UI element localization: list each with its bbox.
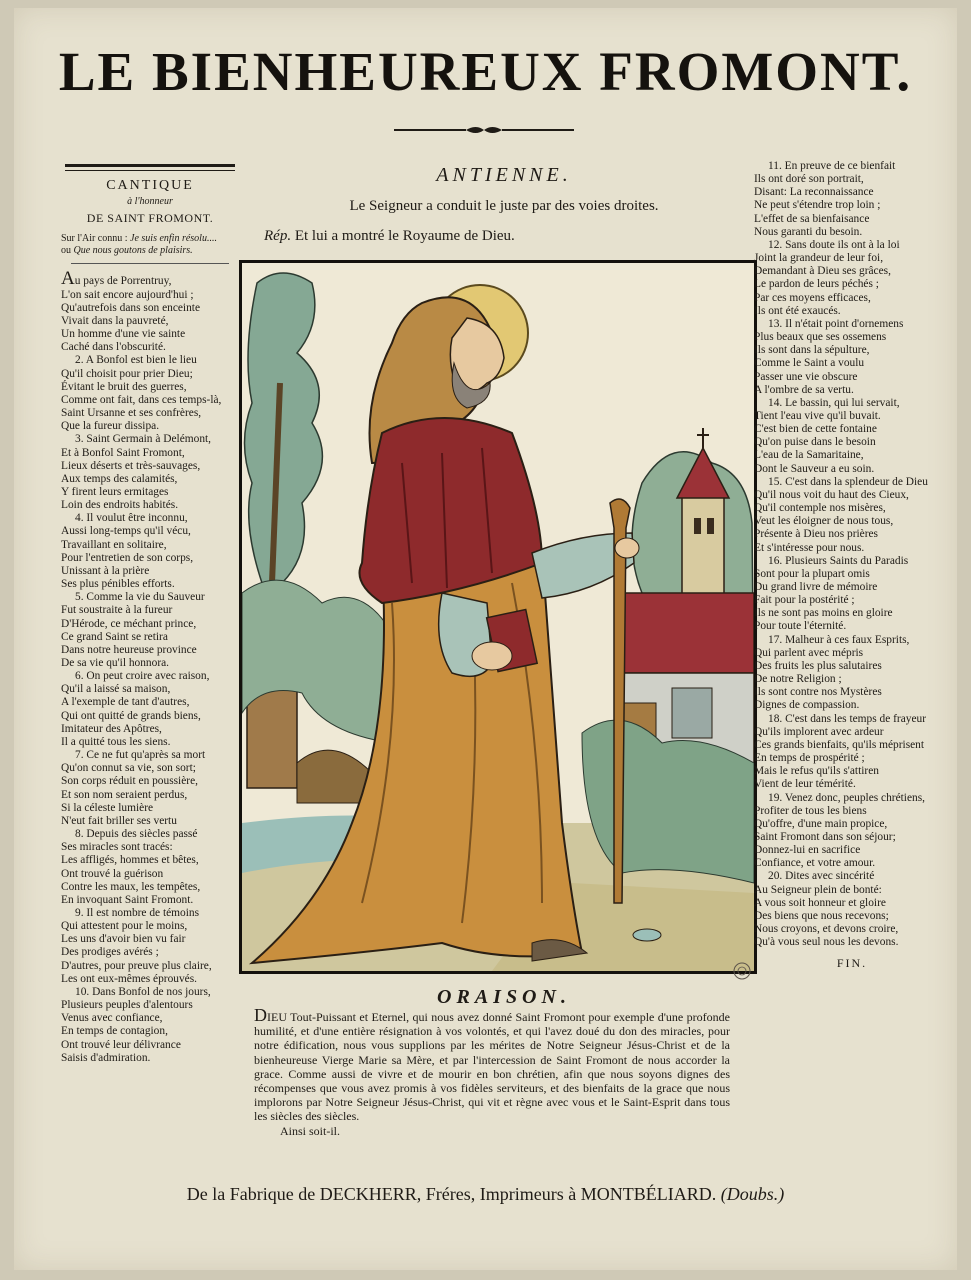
verse-line-text: A vous soit honneur et gloire: [754, 896, 886, 909]
oraison-title: ORAISON.: [437, 986, 571, 1008]
verse-line: [61, 841, 239, 854]
verse-line-text: Ont trouvé la guérison: [61, 867, 164, 880]
verse-line: [61, 289, 239, 302]
cantique-saint-name: DE SAINT FROMONT.: [86, 211, 214, 226]
verse-line-text: Saint Ursanne et ses confrères,: [61, 407, 202, 420]
verse-line: [61, 802, 239, 815]
verse-line: [61, 539, 239, 552]
verse-line: [754, 870, 950, 883]
printer-name: De la Fabrique de DECKHERR, Fréres, Imprimeurs à MONTBÉLIARD.: [186, 1184, 721, 1204]
verse-line: [754, 884, 950, 897]
verse-line: [61, 486, 239, 499]
verse-line-text: De sa vie qu'il honnora.: [61, 657, 170, 669]
verse-line: [754, 476, 950, 489]
verse-line-text: Qui ont quitté de grands biens,: [61, 709, 201, 722]
verse-drop-cap: A: [61, 268, 75, 290]
fin-mark: FIN.: [836, 956, 868, 971]
verse-line: [754, 752, 950, 765]
verse-line-text: Qu'il nous voit du haut des Cieux,: [754, 488, 909, 501]
verse-line-text: Que la fureur dissipa.: [61, 420, 160, 433]
cantique-verses-left: [61, 268, 239, 1064]
verse-line-text: 6. On peut croire avec raison,: [75, 670, 210, 683]
cantique-subheading: à l'honneur: [127, 196, 173, 208]
verse-line-text: Et s'intéresse pour nous.: [754, 541, 865, 554]
verse-line: [61, 881, 239, 894]
verse-line-text: A l'exemple de tant d'autres,: [61, 696, 190, 709]
verse-line-text: Nous garanti du besoin.: [754, 225, 863, 238]
verse-line-text: Fait pour la postérité ;: [754, 594, 855, 607]
verse-line: [61, 683, 239, 696]
verse-line: [754, 423, 950, 436]
verse-line-text: Ils sont contre nos Mystères: [754, 686, 882, 699]
verse-line-text: Travaillant en solitaire,: [61, 538, 167, 551]
verse-line-text: Les affligés, hommes et bêtes,: [61, 854, 199, 867]
verse-line-text: Y firent leurs ermitages: [61, 485, 169, 498]
verse-line-text: Son corps réduit en poussière,: [61, 775, 198, 788]
verse-line: [754, 252, 950, 265]
verse-line-text: Vivait dans la pauvreté,: [61, 314, 169, 327]
verse-line: [61, 670, 239, 683]
verse-line: [61, 552, 239, 565]
verse-line-text: Ne peut s'étendre trop loin ;: [754, 199, 881, 212]
verse-line: [754, 502, 950, 515]
verse-line: [754, 239, 950, 252]
verse-line-text: Dont le Sauveur a eu soin.: [754, 462, 875, 475]
verse-line-text: Pour l'entretien de son corps,: [61, 551, 194, 564]
verse-line: [61, 710, 239, 723]
verse-line: [754, 555, 950, 568]
air-title-2: Que nous goutons de plaisirs.: [73, 245, 193, 257]
verse-line: [61, 815, 239, 828]
verse-line-text: Imitateur des Apôtres,: [61, 722, 162, 735]
verse-line: [61, 512, 239, 525]
verse-line: [61, 1052, 239, 1065]
verse-line-text: Pour toute l'éternité.: [754, 620, 847, 633]
verse-line: [61, 447, 239, 460]
verse-line: [754, 686, 950, 699]
verse-line-text: Qui attestent pour le moins,: [61, 920, 188, 933]
verse-line-text: A l'ombre de sa vertu.: [754, 383, 854, 396]
verse-line: [61, 723, 239, 736]
verse-line-text: Qu'offre, d'une main propice,: [754, 817, 888, 830]
verse-line-text: Qu'il a laissé sa maison,: [61, 683, 171, 696]
verse-line-text: u pays de Porrentruy,: [74, 275, 172, 288]
verse-line-text: Des prodiges avérés ;: [61, 946, 159, 959]
verse-line-text: Ont trouvé leur délivrance: [61, 1038, 181, 1051]
verse-line-text: 13. Il n'était point d'ornemens: [768, 317, 904, 330]
verse-line-text: Qu'ils implorent avec ardeur: [754, 725, 884, 738]
verse-line-text: 20. Dites avec sincérité: [768, 870, 875, 883]
verse-line: [61, 868, 239, 881]
verse-line: [61, 618, 239, 631]
verse-line-text: Par ces moyens efficaces,: [754, 291, 871, 304]
verse-line-text: Aux temps des calamités,: [61, 472, 178, 485]
verse-line-text: Tient l'eau vive qu'il buvait.: [754, 409, 881, 422]
verse-line-text: Ils sont dans la sépulture,: [754, 344, 870, 357]
verse-line-text: 10. Dans Bonfol de nos jours,: [75, 985, 211, 998]
verse-line-text: Unissant à la prière: [61, 564, 150, 577]
antienne-response: [264, 228, 744, 245]
verse-line-text: En invoquant Saint Fromont.: [61, 893, 194, 906]
verse-line: [61, 381, 239, 394]
verse-line: [754, 384, 950, 397]
verse-line: [754, 660, 950, 673]
air-title-1: Je suis enfin résolu....: [130, 233, 217, 245]
air-indication: [61, 233, 239, 257]
verse-line-text: Le pardon de leurs péchés ;: [754, 278, 879, 291]
verse-line-text: Saint Fromont dans son séjour;: [754, 830, 896, 843]
verse-line: [61, 578, 239, 591]
verse-line: [61, 907, 239, 920]
verse-line-text: Demandant à Dieu ses grâces,: [754, 265, 891, 278]
verse-line-text: Contre les maux, les tempêtes,: [61, 880, 201, 893]
verse-line: [61, 657, 239, 670]
verse-line-text: Dignes de compassion.: [754, 699, 860, 712]
verse-line-text: Qu'il choisit pour prier Dieu;: [61, 367, 193, 380]
verse-line-text: 5. Comme la vie du Sauveur: [75, 591, 205, 604]
verse-line-text: Il a quitté tous les siens.: [61, 735, 171, 748]
verse-line-text: Veut les éloigner de nous tous,: [754, 515, 894, 528]
verse-line: [754, 160, 950, 173]
verse-line-text: Confiance, et votre amour.: [754, 857, 876, 870]
verse-line: [754, 739, 950, 752]
verse-line-text: Ils ont été exaucés.: [754, 304, 841, 317]
verse-line: [754, 213, 950, 226]
air-label: Sur l'Air connu :: [61, 233, 131, 245]
verse-line-text: Disant: La reconnaissance: [754, 186, 874, 199]
verse-line-text: 17. Malheur à ces faux Esprits,: [768, 633, 910, 646]
verse-line: [754, 318, 950, 331]
verse-line: [754, 936, 950, 949]
air-divider: [71, 263, 229, 264]
column-rule-thin: [65, 170, 235, 171]
verse-line-text: Et à Bonfol Saint Fromont,: [61, 446, 185, 459]
verse-line: [61, 604, 239, 617]
verse-line: [754, 371, 950, 384]
verse-line-text: 7. Ce ne fut qu'après sa mort: [75, 749, 206, 762]
verse-line: [61, 433, 239, 446]
cantique-right-column: [754, 160, 950, 971]
verse-line-text: 2. A Bonfol est bien le lieu: [75, 354, 197, 367]
verse-line-text: Ils ne sont pas moins en gloire: [754, 607, 893, 620]
verse-line: [61, 762, 239, 775]
verse-line: [61, 894, 239, 907]
verse-line: [754, 542, 950, 555]
verse-line-text: 18. C'est dans les temps de frayeur: [768, 712, 927, 725]
verse-line-text: Qui parlent avec mépris: [754, 646, 864, 659]
verse-line-text: Caché dans l'obscurité.: [61, 341, 166, 354]
verse-line-text: Qu'on connut sa vie, son sort;: [61, 762, 196, 775]
verse-line-text: 9. Il est nombre de témoins: [75, 906, 200, 919]
response-text: Et lui a montré le Royaume de Dieu.: [291, 228, 515, 244]
verse-line: [754, 844, 950, 857]
verse-line-text: Loin des endroits habités.: [61, 499, 179, 512]
cantique-left-column: [61, 164, 239, 1065]
verse-line: [754, 699, 950, 712]
verse-line-text: Les ont eux-mêmes éprouvés.: [61, 972, 198, 985]
verse-line: [61, 407, 239, 420]
verse-line: [754, 778, 950, 791]
verse-line: [61, 420, 239, 433]
verse-line-text: Qu'autrefois dans son enceinte: [61, 301, 201, 314]
verse-line-text: Vient de leur témérité.: [754, 778, 856, 791]
verse-line-text: Saisis d'admiration.: [61, 1051, 151, 1064]
verse-line: [61, 1025, 239, 1038]
verse-line: [754, 713, 950, 726]
verse-line: [61, 460, 239, 473]
column-rule: [65, 164, 235, 167]
verse-line: [754, 831, 950, 844]
verse-line: [754, 647, 950, 660]
verse-line: [754, 449, 950, 462]
verse-line: [61, 973, 239, 986]
verse-line: [61, 341, 239, 354]
verse-line: [61, 749, 239, 762]
verse-line: [754, 357, 950, 370]
verse-line-text: L'eau de la Samaritaine,: [754, 449, 864, 462]
verse-line: [754, 897, 950, 910]
verse-line: [61, 775, 239, 788]
verse-line-text: 16. Plusieurs Saints du Paradis: [768, 554, 909, 567]
verse-line: [61, 828, 239, 841]
verse-line: [754, 305, 950, 318]
verse-line: [754, 607, 950, 620]
verse-line: [61, 525, 239, 538]
antienne-verse: Le Seigneur a conduit le juste par des voies droites.: [349, 198, 659, 214]
verse-line-text: Comme le Saint a voulu: [754, 357, 865, 370]
verse-line: [754, 489, 950, 502]
cantique-heading: CANTIQUE: [106, 178, 194, 193]
verse-line: [754, 726, 950, 739]
verse-line: [61, 644, 239, 657]
verse-line: [754, 805, 950, 818]
verse-line: [61, 854, 239, 867]
verse-line-text: Un homme d'une vie sainte: [61, 328, 186, 341]
verse-line-text: 8. Depuis des siècles passé: [75, 828, 198, 841]
verse-line: [754, 792, 950, 805]
verse-line-text: De notre Religion ;: [754, 673, 842, 686]
verse-line: [61, 268, 239, 290]
verse-line: [61, 789, 239, 802]
page-title: LE BIENHEUREUX FROMONT.: [58, 41, 913, 102]
verse-line-text: Mais le refus qu'ils s'attiren: [754, 765, 879, 778]
verse-line-text: Des biens que nous recevons;: [754, 909, 889, 922]
verse-line: [61, 394, 239, 407]
verse-line-text: Évitant le bruit des guerres,: [61, 380, 187, 393]
verse-line: [61, 736, 239, 749]
verse-line: [754, 397, 950, 410]
oraison-drop-cap: D: [254, 1005, 267, 1025]
verse-line: [61, 565, 239, 578]
saint-fromont-woodcut: [239, 260, 757, 974]
verse-line-text: 11. En preuve de ce bienfait: [768, 160, 896, 172]
oraison-amen: Ainsi soit-il.: [280, 1123, 341, 1138]
verse-line: [61, 1012, 239, 1025]
verse-line-text: Ce grand Saint se retira: [61, 630, 168, 643]
verse-line-text: 4. Il voulut être inconnu,: [75, 512, 188, 525]
verse-line: [61, 999, 239, 1012]
verse-line: [754, 515, 950, 528]
verse-line: [754, 568, 950, 581]
verse-line-text: En temps de prospérité ;: [754, 752, 865, 765]
verse-line-text: 19. Venez donc, peuples chrétiens,: [768, 791, 925, 804]
verse-line-text: Donnez-lui en sacrifice: [754, 844, 861, 857]
verse-line-text: Qu'à vous seul nous les devons.: [754, 936, 899, 949]
verse-line-text: Venus avec confiance,: [61, 1012, 163, 1025]
verse-line: [754, 226, 950, 239]
verse-line-text: Au Seigneur plein de bonté:: [754, 883, 882, 896]
verse-line: [754, 923, 950, 936]
verse-line-text: Ces grands bienfaits, qu'ils méprisent: [754, 738, 925, 751]
broadside-sheet: [14, 8, 957, 1270]
verse-line: [754, 528, 950, 541]
verse-line-text: Les uns d'avoir bien vu fair: [61, 933, 186, 946]
verse-line: [61, 946, 239, 959]
verse-line-text: Plusieurs peuples d'alentours: [61, 999, 193, 1012]
verse-line-text: Si la céleste lumière: [61, 801, 154, 814]
verse-line: [754, 857, 950, 870]
verse-line: [61, 696, 239, 709]
verse-line: [61, 960, 239, 973]
response-label: Rép.: [264, 228, 292, 244]
verse-line-text: Lieux déserts et très-sauvages,: [61, 459, 201, 472]
verse-line-text: L'on sait encore aujourd'hui ;: [61, 288, 194, 301]
verse-line: [754, 278, 950, 291]
verse-line: [754, 265, 950, 278]
verse-line-text: 3. Saint Germain à Delémont,: [75, 433, 212, 446]
antienne-title: ANTIENNE.: [436, 164, 572, 186]
verse-line-text: En temps de contagion,: [61, 1025, 168, 1038]
verse-line: [61, 315, 239, 328]
verse-line: [754, 765, 950, 778]
verse-line-text: Qu'il contemple nos misères,: [754, 502, 886, 515]
verse-line-text: Nous croyons, et devons croire,: [754, 923, 899, 936]
verse-line-text: L'effet de sa bienfaisance: [754, 212, 870, 225]
collection-stamp: [733, 962, 751, 980]
verse-line: [754, 173, 950, 186]
verse-line: [61, 473, 239, 486]
verse-line-text: Plus beaux que ses ossemens: [754, 331, 887, 344]
verse-line: [754, 410, 950, 423]
verse-line-text: Et son nom seraient perdus,: [61, 788, 188, 801]
verse-line: [754, 292, 950, 305]
oraison-text: IEU Tout-Puissant et Eternel, qui nous avez donné Saint Fromont pour exemple d'une profonde humilité, et d'une entière résignation à vos volontés, et qui l'avez doué du don des miracles, pour notre édification, nous vous supplions par les mérites de Notre Seigneur Jésus-Christ et de la bienheureuse Vierge Marie sa Mère, et par l'intercession de Saint Fromont de nous accorder la grace. Comme aussi de vivre et de mourir en bon chrétien, afin que nous soyons dignes des récompenses que vous avez promis à vos fidèles serviteurs, et des bienfaits de la grace que nous implorons par Notre Seigneur Jésus-Christ, qui vit et règne avec vous et le Saint-Esprit dans tous les siècles des siècles.: [254, 1010, 730, 1124]
verse-line: [61, 368, 239, 381]
printer-imprint: [14, 1184, 957, 1205]
verse-line: [754, 818, 950, 831]
verse-line: [61, 986, 239, 999]
verse-line: [61, 933, 239, 946]
verse-line: [754, 344, 950, 357]
verse-line-text: Qu'on puise dans le besoin: [754, 436, 876, 449]
verse-line: [754, 910, 950, 923]
verse-line-text: Profiter de tous les biens: [754, 804, 867, 817]
verse-line: [754, 331, 950, 344]
verse-line-text: Fut soustraite à la fureur: [61, 604, 173, 617]
oraison-prayer: [254, 1005, 730, 1138]
verse-line: [61, 354, 239, 367]
ornamental-rule: [394, 124, 574, 136]
verse-line-text: Sont pour la plupart omis: [754, 567, 870, 580]
verse-line-text: 12. Sans doute ils ont à la loi: [768, 238, 900, 251]
verse-line-text: Ses miracles sont tracés:: [61, 841, 173, 854]
verse-line-text: Dans notre heureuse province: [61, 643, 197, 656]
verse-line: [754, 436, 950, 449]
verse-line: [754, 620, 950, 633]
verse-line-text: Aussi long-temps qu'il vécu,: [61, 525, 191, 538]
verse-line-text: Passer une vie obscure: [754, 370, 858, 383]
verse-line: [754, 186, 950, 199]
verse-line-text: Du grand livre de mémoire: [754, 581, 878, 593]
verse-line: [61, 920, 239, 933]
verse-line-text: Joint la grandeur de leur foi,: [754, 252, 884, 265]
verse-line: [754, 594, 950, 607]
verse-line-text: Présente à Dieu nos prières: [754, 528, 878, 541]
verse-line-text: Ils ont doré son portrait,: [754, 173, 864, 186]
verse-line-text: 14. Le bassin, qui lui servait,: [768, 396, 900, 409]
verse-line-text: Ses plus pénibles efforts.: [61, 578, 175, 591]
cantique-verses-right: [754, 160, 950, 949]
printer-department: (Doubs.): [720, 1184, 785, 1204]
verse-line-text: 15. C'est dans la splendeur de Dieu: [768, 475, 928, 488]
verse-line-text: D'Hérode, ce méchant prince,: [61, 617, 197, 630]
verse-line-text: D'autres, pour preuve plus claire,: [61, 959, 212, 972]
verse-line: [61, 328, 239, 341]
air-or: ou: [61, 245, 74, 257]
verse-line-text: Des fruits les plus salutaires: [754, 659, 882, 672]
verse-line: [61, 631, 239, 644]
verse-line: [754, 673, 950, 686]
verse-line-text: Comme ont fait, dans ces temps-là,: [61, 393, 222, 406]
verse-line: [754, 581, 950, 594]
verse-line: [61, 591, 239, 604]
verse-line-text: C'est bien de cette fontaine: [754, 423, 877, 436]
verse-line: [61, 1039, 239, 1052]
verse-line: [61, 302, 239, 315]
verse-line: [61, 499, 239, 512]
verse-line: [754, 634, 950, 647]
verse-line: [754, 199, 950, 212]
verse-line: [754, 463, 950, 476]
verse-line-text: N'eut fait briller ses vertu: [61, 814, 177, 827]
